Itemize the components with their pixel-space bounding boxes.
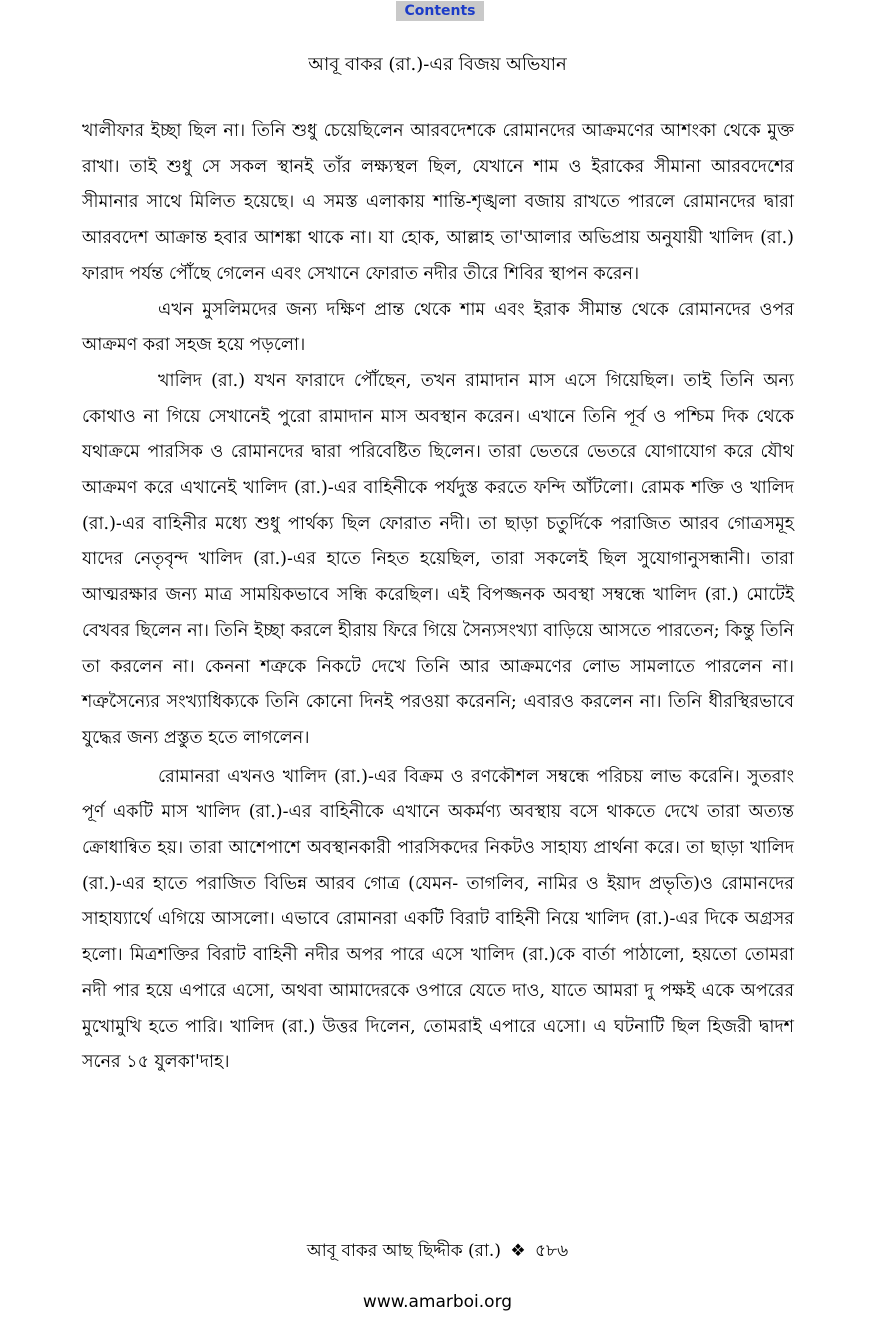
site-url: www.amarboi.org <box>362 1292 513 1312</box>
paragraph-4: রোমানরা এখনও খালিদ (রা.)-এর বিক্রম ও রণকৌশল সম্বন্ধে পরিচয় লাভ করেনি। সুতরাং পূর্ণ একটি মাস খালিদ (রা.)-এর বাহিনীকে এখানে অকর্মণ্য অবস্থায় বসে থাকতে দেখে তারা অত্যন্ত ক্রোধান্বিত হয়। তারা আশেপাশে অবস্থানকারী পারসিকদের নিকটও সাহায্য প্রার্থনা করে। তা ছাড়া খালিদ (রা.)-এর হাতে পরাজিত বিভিন্ন আরব গোত্র (যেমন- তাগলিব, নামির ও ইয়াদ প্রভৃতি)ও রোমানদের সাহায্যার্থে এগিয়ে আসলো। এভাবে রোমানরা একটি বিরাট বাহিনী নিয়ে খালিদ (রা.)-এর দিকে অগ্রসর হলো। মিত্রশক্তির বিরাট বাহিনী নদীর অপর পারে এসে খালিদ (রা.)কে বার্তা পাঠালো, হয়তো তোমরা নদী পার হয়ে এপারে এসো, অথবা আমাদেরকে ওপারে যেতে দাও, যাতে আমরা দু পক্ষই একে অপরের মুখোমুখি হতে পারি। খালিদ (রা.) উত্তর দিলেন, তোমরাই এপারে এসো। এ ঘটনাটি ছিল হিজরী দ্বাদশ সনের ১৫ যুলকা'দাহ। <box>82 766 794 1073</box>
paragraph-3: খালিদ (রা.) যখন ফারাদে পৌঁছেন, তখন রামাদান মাস এসে গিয়েছিল। তাই তিনি অন্য কোথাও না গিয়ে সেখানেই পুরো রামাদান মাস অবস্থান করেন। এখানে তিনি পূর্ব ও পশ্চিম দিক থেকে যথাক্রমে পারসিক ও রোমানদের দ্বারা পরিবেষ্টিত ছিলেন। তারা ভেতরে ভেতরে যোগাযোগ করে যৌথ আক্রমণ করে এখানেই খালিদ (রা.)-এর বাহিনীকে পর্যদুস্ত করতে ফন্দি আঁটলো। রোমক শক্তি ও খালিদ (রা.)-এর বাহিনীর মধ্যে শুধু পার্থক্য ছিল ফোরাত নদী। তা ছাড়া চতুর্দিকে পরাজিত আরব গোত্রসমূহ যাদের নেতৃবৃন্দ খালিদ (রা.)-এর হাতে নিহত হয়েছিল, তারা সকলেই ছিল সুযোগানুসন্ধানী। তারা আত্মরক্ষার জন্য মাত্র সাময়িকভাবে সন্ধি করেছিল। এই বিপজ্জনক অবস্থা সম্বন্ধে খালিদ (রা.) মোটেই বেখবর ছিলেন না। তিনি ইচ্ছা করলে হীরায় ফিরে গিয়ে সৈন্যসংখ্যা বাড়িয়ে আসতে পারতেন; কিন্তু তিনি তা করলেন না। কেননা শত্রুকে নিকটে দেখে তিনি আর আক্রমণের লোভ সামলাতে পারলেন না। শত্রুসৈন্যের সংখ্যাধিক্যকে তিনি কোনো দিনই পরওয়া করেননি; এবারও করলেন না। তিনি ধীরস্থিরভাবে যুদ্ধের জন্য প্রস্তুত হতে লাগলেন। <box>82 370 794 748</box>
footer-book-title: আবূ বাকর আছ ছিদ্দীক (রা.) <box>306 1241 501 1261</box>
page-footer <box>0 1238 875 1264</box>
paragraph-2: এখন মুসলিমদের জন্য দক্ষিণ প্রান্ত থেকে শাম এবং ইরাক সীমান্ত থেকে রোমানদের ওপর আক্রমণ করা সহজ হয়ে পড়লো। <box>82 299 794 356</box>
paragraph-1: খালীফার ইচ্ছা ছিল না। তিনি শুধু চেয়েছিলেন আরবদেশকে রোমানদের আক্রমণের আশংকা থেকে মুক্ত রাখা। তাই শুধু সে সকল স্থানই তাঁর লক্ষ্যস্থল ছিল, যেখানে শাম ও ইরাকের সীমানা আরবদেশের সীমানার সাথে মিলিত হয়েছে। এ সমস্ত এলাকায় শান্তি-শৃঙ্খলা বজায় রাখতে পারলে রোমানদের দ্বারা আরবদেশ আক্রান্ত হবার আশঙ্কা থাকে না। যা হোক, আল্লাহ তা'আলার অভিপ্রায় অনুযায়ী খালিদ (রা.) ফারাদ পর্যন্ত পৌঁছে গেলেন এবং সেখানে ফোরাত নদীর তীরে শিবির স্থাপন করেন। <box>82 121 794 284</box>
page-number: ৫৮৬ <box>535 1241 569 1261</box>
contents-link[interactable]: Contents <box>396 1 484 21</box>
ornament-icon: ❖ <box>510 1241 526 1261</box>
running-header: আবূ বাকর (রা.)-এর বিজয় অভিযান <box>308 54 567 75</box>
body-text <box>82 114 794 1081</box>
